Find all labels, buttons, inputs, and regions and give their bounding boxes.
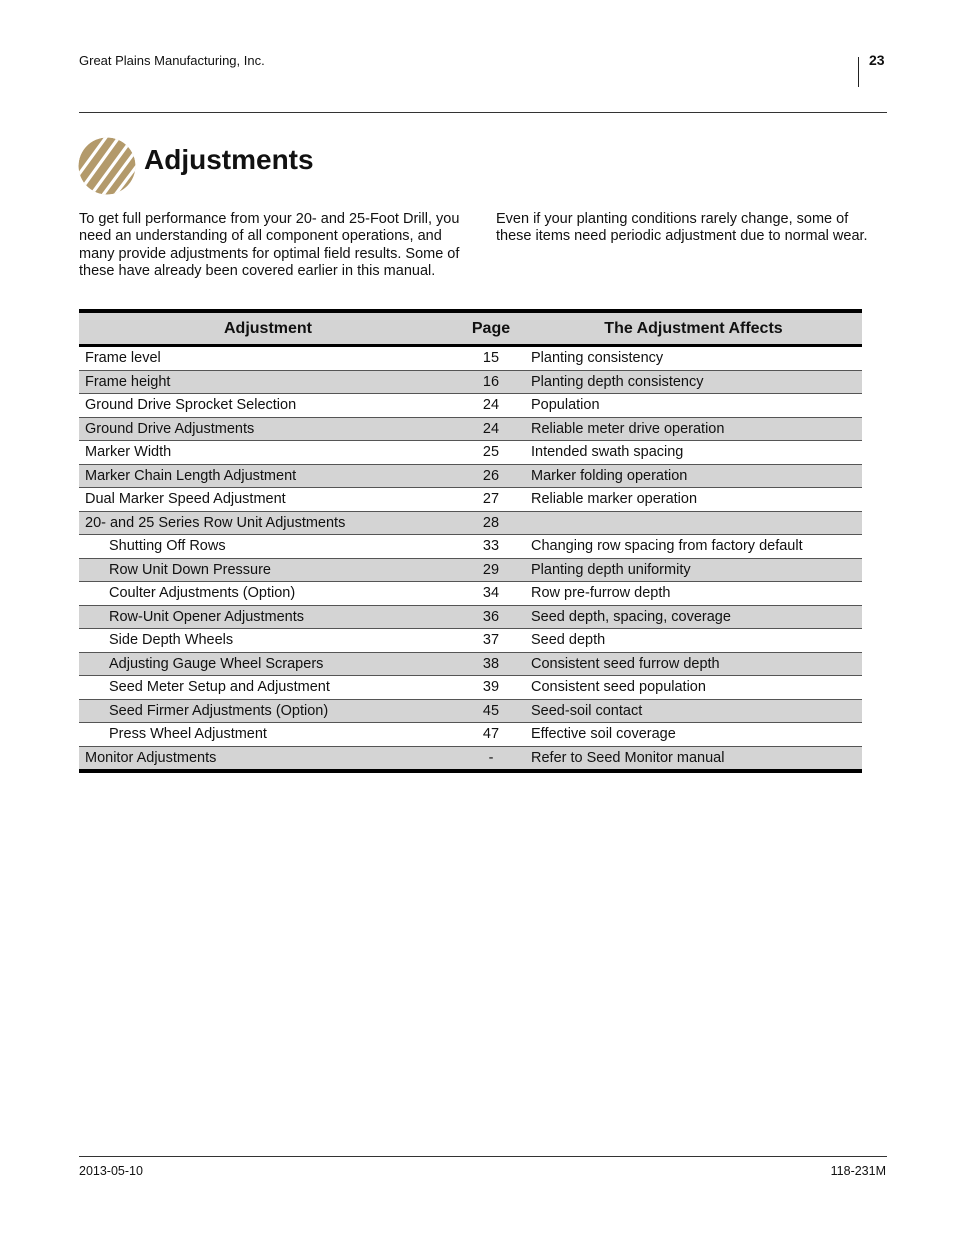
cell-adjustment: Monitor Adjustments: [85, 749, 217, 766]
footer-doc-number: 118-231M: [830, 1164, 886, 1178]
cell-affects: Marker folding operation: [531, 467, 688, 484]
intro-left-paragraph: To get full performance from your 20- and 25-Foot Drill, you need an understanding of all component operations, and many provide adjustments for optimal field results. Some of these have already been covered earlier in this manual.: [79, 211, 460, 279]
cell-adjustment: Seed Firmer Adjustments (Option): [109, 702, 329, 719]
cell-page: 25: [482, 444, 500, 461]
table-row: [79, 488, 862, 512]
cell-adjustment: Coulter Adjustments (Option): [109, 585, 296, 602]
cell-affects: Reliable meter drive operation: [531, 420, 725, 437]
table-row: [79, 371, 862, 395]
cell-page: 34: [482, 585, 500, 602]
cell-page: 15: [482, 350, 500, 367]
cell-affects: Effective soil coverage: [531, 726, 676, 743]
cell-affects: Reliable marker operation: [531, 491, 698, 508]
header-adjustment: Adjustment: [224, 319, 312, 337]
table-row: [79, 347, 862, 371]
table-body: [79, 347, 862, 773]
cell-affects: Planting consistency: [531, 350, 664, 367]
cell-affects: Seed depth: [531, 632, 606, 649]
cell-adjustment: 20- and 25 Series Row Unit Adjustments: [85, 514, 346, 531]
cell-affects: Refer to Seed Monitor manual: [531, 749, 725, 766]
cell-adjustment: Side Depth Wheels: [109, 632, 234, 649]
cell-adjustment: Marker Chain Length Adjustment: [85, 467, 297, 484]
header-divider: [858, 57, 859, 87]
table-row: [79, 512, 862, 536]
table-row: [79, 394, 862, 418]
footer-date: 2013-05-10: [79, 1164, 143, 1178]
cell-affects: Consistent seed population: [531, 679, 706, 696]
header-rule: [79, 112, 887, 113]
page-number: 23: [869, 52, 885, 68]
table-row: [79, 653, 862, 677]
cell-affects: Planting depth consistency: [531, 373, 704, 390]
cell-adjustment: Marker Width: [85, 444, 172, 461]
cell-affects: Seed-soil contact: [531, 702, 643, 719]
cell-page: -: [488, 749, 494, 766]
cell-page: 16: [482, 373, 500, 390]
table-row: [79, 747, 862, 774]
company-name: Great Plains Manufacturing, Inc.: [79, 53, 265, 68]
cell-affects: Changing row spacing from factory default: [531, 538, 803, 555]
cell-page: 45: [482, 702, 500, 719]
adjustments-table: [79, 309, 862, 773]
table-row: [79, 441, 862, 465]
header-page: Page: [471, 319, 511, 337]
cell-adjustment: Dual Marker Speed Adjustment: [85, 491, 286, 508]
table-row: [79, 535, 862, 559]
cell-affects: Consistent seed furrow depth: [531, 655, 720, 672]
cell-page: 29: [482, 561, 500, 578]
cell-affects: Population: [531, 397, 600, 414]
cell-adjustment: Adjusting Gauge Wheel Scrapers: [109, 655, 324, 672]
great-plains-logo-icon: [78, 137, 136, 195]
table-row: [79, 606, 862, 630]
cell-adjustment: Frame level: [85, 350, 161, 367]
cell-affects: Row pre-furrow depth: [531, 585, 671, 602]
table-row: [79, 723, 862, 747]
table-row: [79, 700, 862, 724]
cell-affects: Intended swath spacing: [531, 444, 684, 461]
table-row: [79, 629, 862, 653]
table-row: [79, 465, 862, 489]
cell-page: 24: [482, 397, 500, 414]
cell-adjustment: Seed Meter Setup and Adjustment: [109, 679, 330, 696]
section-title: Adjustments: [144, 144, 314, 175]
table-row: [79, 582, 862, 606]
cell-page: 33: [482, 538, 500, 555]
header-affects: The Adjustment Affects: [604, 319, 783, 337]
cell-page: 37: [482, 632, 500, 649]
cell-page: 38: [482, 655, 500, 672]
cell-adjustment: Row-Unit Opener Adjustments: [109, 608, 305, 625]
cell-page: 26: [482, 467, 500, 484]
cell-page: 28: [482, 514, 500, 531]
intro-right-paragraph: Even if your planting conditions rarely change, some of these items need periodic adjustment due to normal wear.: [496, 211, 868, 245]
cell-page: 39: [482, 679, 500, 696]
cell-page: 36: [482, 608, 500, 625]
table-header: [79, 309, 862, 347]
cell-adjustment: Shutting Off Rows: [109, 538, 226, 555]
table-row: [79, 676, 862, 700]
cell-adjustment: Frame height: [85, 373, 171, 390]
cell-adjustment: Row Unit Down Pressure: [109, 561, 271, 578]
cell-adjustment: Press Wheel Adjustment: [109, 726, 267, 743]
cell-affects: Planting depth uniformity: [531, 561, 691, 578]
table-row: [79, 418, 862, 442]
table-row: [79, 559, 862, 583]
cell-page: 27: [482, 491, 500, 508]
footer-rule: [79, 1156, 887, 1157]
cell-page: 24: [482, 420, 500, 437]
cell-page: 47: [482, 726, 500, 743]
cell-adjustment: Ground Drive Sprocket Selection: [85, 397, 297, 414]
cell-affects: Seed depth, spacing, coverage: [531, 608, 731, 625]
cell-adjustment: Ground Drive Adjustments: [85, 420, 255, 437]
